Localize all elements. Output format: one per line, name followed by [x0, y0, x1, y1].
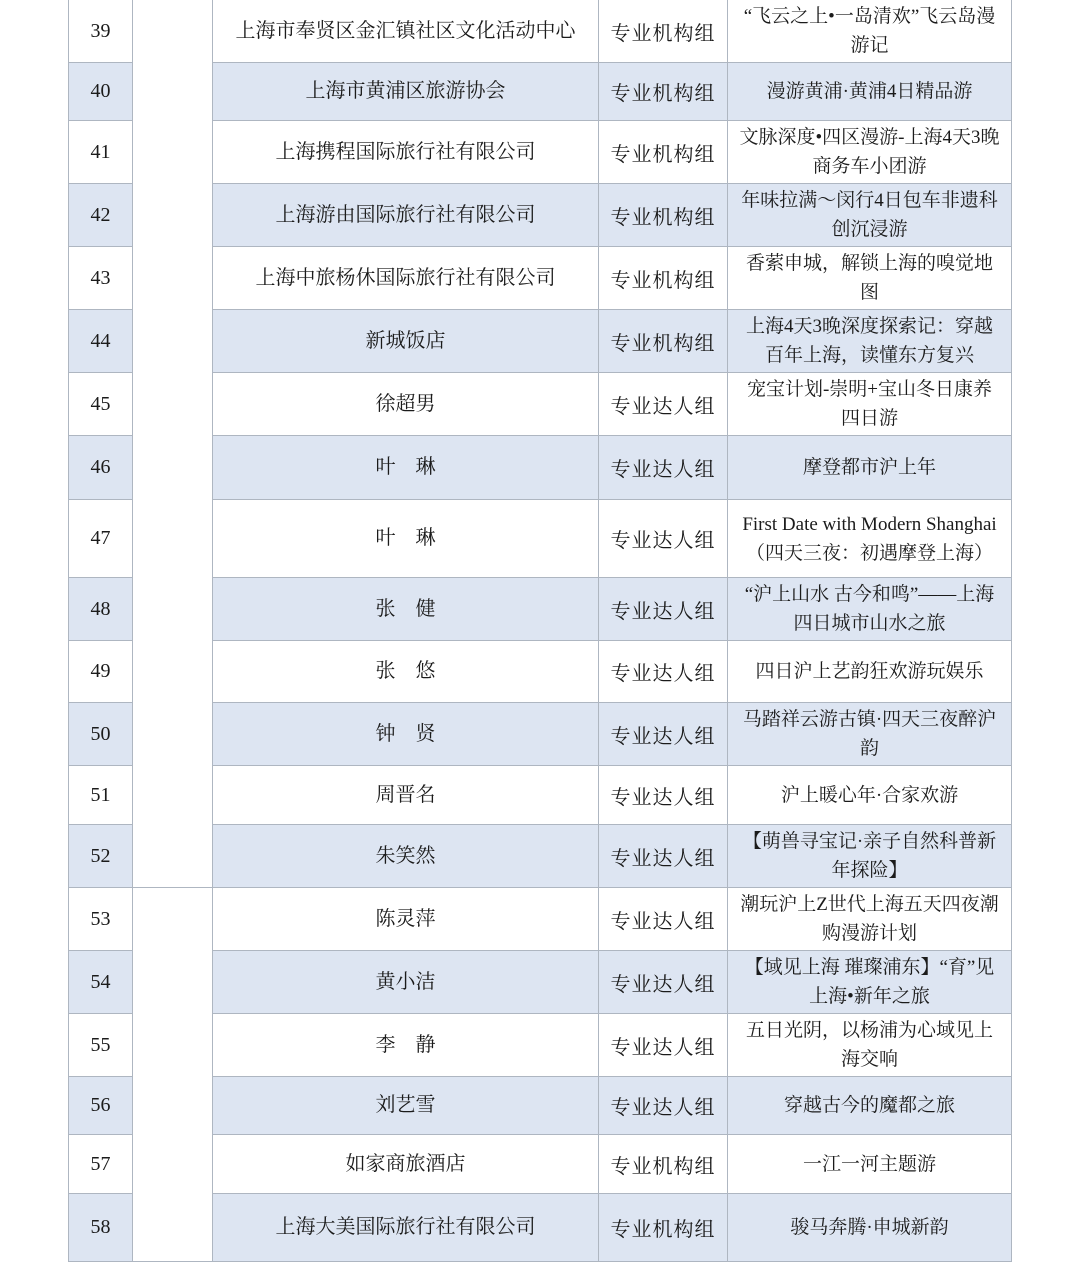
work-title-cell: 年味拉满～闵行4日包车非遗科创沉浸游 — [728, 184, 1012, 247]
group-merged-cell — [133, 888, 213, 1262]
award-list-table — [68, 0, 1012, 1262]
work-title-cell: 上海4天3晚深度探索记：穿越百年上海，读懂东方复兴 — [728, 310, 1012, 373]
work-title-cell: 漫游黄浦·黄浦4日精品游 — [728, 63, 1012, 121]
entrant-name-cell: 钟 贤 — [213, 703, 599, 766]
work-title-cell: 文脉深度•四区漫游-上海4天3晚商务车小团游 — [728, 121, 1012, 184]
entrant-name-cell: 朱笑然 — [213, 825, 599, 888]
entrant-name-cell: 周晋名 — [213, 766, 599, 825]
entrant-name-cell: 叶 琳 — [213, 436, 599, 500]
work-title-cell: 一江一河主题游 — [728, 1135, 1012, 1194]
work-title-cell: First Date with Modern Shanghai（四天三夜：初遇摩登上海） — [728, 500, 1012, 578]
row-number-cell: 42 — [69, 184, 133, 247]
work-title-cell: 【域见上海 璀璨浦东】“育”见上海•新年之旅 — [728, 951, 1012, 1014]
category-cell: 专业达人组 — [599, 1014, 728, 1077]
category-cell: 专业机构组 — [599, 1194, 728, 1262]
category-cell: 专业机构组 — [599, 0, 728, 63]
row-number-cell: 51 — [69, 766, 133, 825]
category-cell: 专业达人组 — [599, 436, 728, 500]
work-title-cell: 穿越古今的魔都之旅 — [728, 1077, 1012, 1135]
work-title-cell: 潮玩沪上Z世代上海五天四夜潮购漫游计划 — [728, 888, 1012, 951]
work-title-cell: 沪上暖心年·合家欢游 — [728, 766, 1012, 825]
row-number-cell: 53 — [69, 888, 133, 951]
category-cell: 专业达人组 — [599, 951, 728, 1014]
entrant-name-cell: 李 静 — [213, 1014, 599, 1077]
table-row — [69, 0, 1012, 63]
entrant-name-cell: 如家商旅酒店 — [213, 1135, 599, 1194]
category-cell: 专业达人组 — [599, 641, 728, 703]
work-title-cell: 摩登都市沪上年 — [728, 436, 1012, 500]
category-cell: 专业机构组 — [599, 1135, 728, 1194]
entrant-name-cell: 上海市黄浦区旅游协会 — [213, 63, 599, 121]
category-cell: 专业机构组 — [599, 184, 728, 247]
work-title-cell: 五日光阴，以杨浦为心域见上海交响 — [728, 1014, 1012, 1077]
entrant-name-cell: 徐超男 — [213, 373, 599, 436]
row-number-cell: 55 — [69, 1014, 133, 1077]
row-number-cell: 40 — [69, 63, 133, 121]
entrant-name-cell: 刘艺雪 — [213, 1077, 599, 1135]
category-cell: 专业达人组 — [599, 1077, 728, 1135]
entrant-name-cell: 上海中旅杨休国际旅行社有限公司 — [213, 247, 599, 310]
entrant-name-cell: 张 悠 — [213, 641, 599, 703]
entrant-name-cell: 上海携程国际旅行社有限公司 — [213, 121, 599, 184]
work-title-cell: 【萌兽寻宝记·亲子自然科普新年探险】 — [728, 825, 1012, 888]
category-cell: 专业机构组 — [599, 310, 728, 373]
category-cell: 专业达人组 — [599, 373, 728, 436]
work-title-cell: “飞云之上•一岛清欢”飞云岛漫游记 — [728, 0, 1012, 63]
category-cell: 专业达人组 — [599, 500, 728, 578]
row-number-cell: 52 — [69, 825, 133, 888]
row-number-cell: 48 — [69, 578, 133, 641]
work-title-cell: “沪上山水 古今和鸣”——上海四日城市山水之旅 — [728, 578, 1012, 641]
entrant-name-cell: 上海市奉贤区金汇镇社区文化活动中心 — [213, 0, 599, 63]
award-table-body — [69, 0, 1012, 1262]
row-number-cell: 41 — [69, 121, 133, 184]
category-cell: 专业达人组 — [599, 888, 728, 951]
work-title-cell: 骏马奔腾·申城新韵 — [728, 1194, 1012, 1262]
row-number-cell: 49 — [69, 641, 133, 703]
row-number-cell: 54 — [69, 951, 133, 1014]
work-title-cell: 香萦申城，解锁上海的嗅觉地图 — [728, 247, 1012, 310]
category-cell: 专业达人组 — [599, 703, 728, 766]
row-number-cell: 46 — [69, 436, 133, 500]
row-number-cell: 57 — [69, 1135, 133, 1194]
work-title-cell: 马踏祥云游古镇·四天三夜醉沪韵 — [728, 703, 1012, 766]
entrant-name-cell: 新城饭店 — [213, 310, 599, 373]
work-title-cell: 四日沪上艺韵狂欢游玩娱乐 — [728, 641, 1012, 703]
category-cell: 专业机构组 — [599, 63, 728, 121]
table-row — [69, 888, 1012, 951]
row-number-cell: 58 — [69, 1194, 133, 1262]
row-number-cell: 43 — [69, 247, 133, 310]
row-number-cell: 50 — [69, 703, 133, 766]
work-title-cell: 宠宝计划-崇明+宝山冬日康养四日游 — [728, 373, 1012, 436]
row-number-cell: 56 — [69, 1077, 133, 1135]
group-merged-cell — [133, 0, 213, 888]
entrant-name-cell: 张 健 — [213, 578, 599, 641]
entrant-name-cell: 叶 琳 — [213, 500, 599, 578]
row-number-cell: 39 — [69, 0, 133, 63]
category-cell: 专业机构组 — [599, 121, 728, 184]
row-number-cell: 47 — [69, 500, 133, 578]
entrant-name-cell: 陈灵萍 — [213, 888, 599, 951]
entrant-name-cell: 黄小洁 — [213, 951, 599, 1014]
category-cell: 专业达人组 — [599, 578, 728, 641]
category-cell: 专业达人组 — [599, 766, 728, 825]
entrant-name-cell: 上海大美国际旅行社有限公司 — [213, 1194, 599, 1262]
row-number-cell: 44 — [69, 310, 133, 373]
category-cell: 专业达人组 — [599, 825, 728, 888]
row-number-cell: 45 — [69, 373, 133, 436]
entrant-name-cell: 上海游由国际旅行社有限公司 — [213, 184, 599, 247]
category-cell: 专业机构组 — [599, 247, 728, 310]
